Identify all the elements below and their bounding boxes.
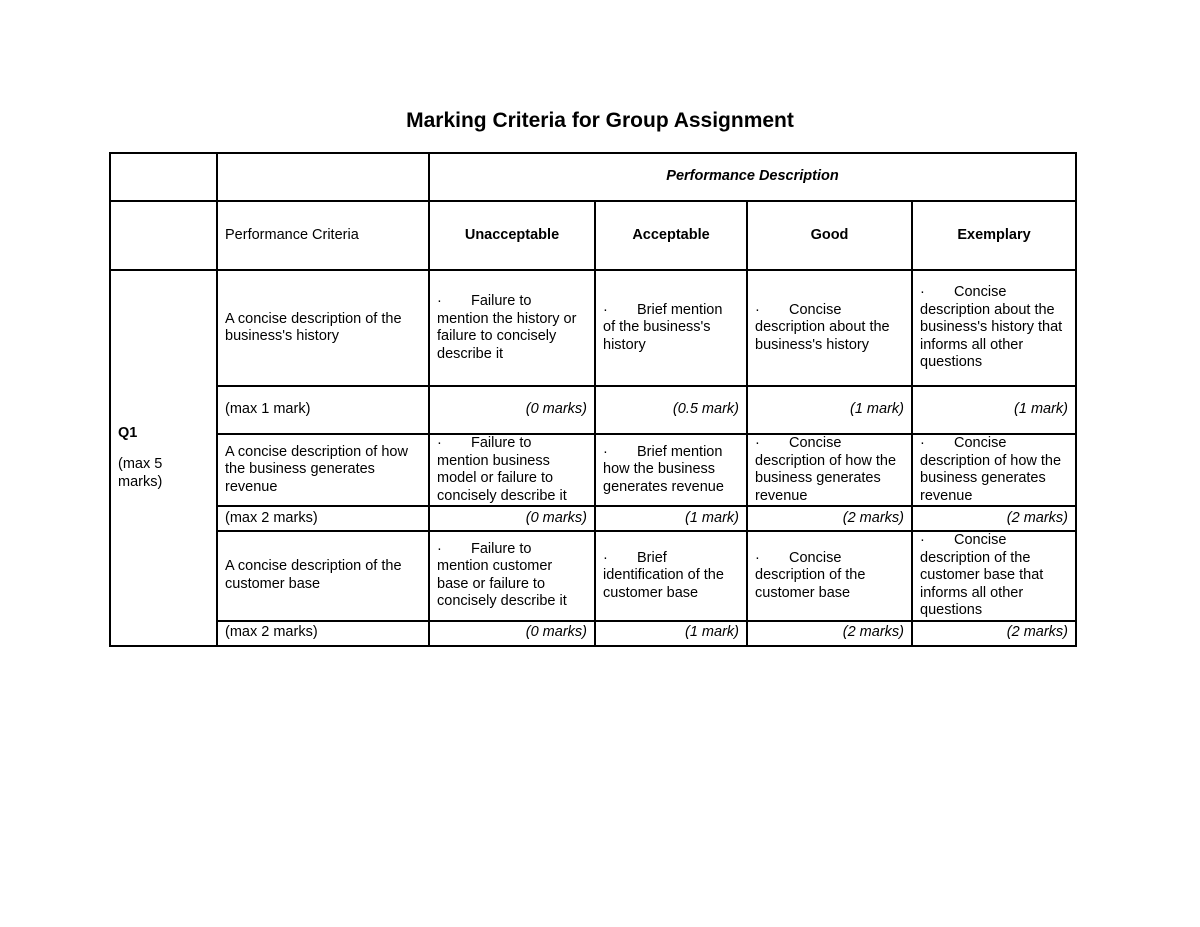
criterion-description: A concise description of how the business generates revenue [217,434,429,506]
level-description: · Concise description of how the business generates revenue [912,434,1076,506]
marks-row [110,506,1076,531]
bullet-icon: · [437,435,442,451]
marks-cell: (1 mark) [912,386,1076,434]
empty-header-cell [110,201,217,270]
marks-cell: (1 mark) [595,621,747,646]
performance-criteria-header: Performance Criteria [217,201,429,270]
criterion-max: (max 1 mark) [217,386,429,434]
marks-cell: (2 marks) [912,506,1076,531]
bullet-icon: · [603,443,608,460]
question-cell [110,270,217,646]
marks-cell: (0 marks) [429,506,595,531]
page-title: Marking Criteria for Group Assignment [406,109,794,132]
bullet-icon: · [755,301,760,318]
criterion-max: (max 2 marks) [217,506,429,531]
level-header-unacceptable: Unacceptable [429,201,595,270]
level-description: · Failure to mention business model or failure to concisely describe it [429,434,595,506]
criterion-row [110,531,1076,621]
marks-row [110,386,1076,434]
marks-cell: (1 mark) [747,386,912,434]
empty-header-cell [110,153,217,201]
criterion-max: (max 2 marks) [217,621,429,646]
empty-header-cell [217,153,429,201]
marks-cell: (1 mark) [595,506,747,531]
marks-cell: (0 marks) [429,386,595,434]
level-description: · Concise description of how the business generates revenue [747,434,912,506]
level-header-exemplary: Exemplary [912,201,1076,270]
bullet-icon: · [755,435,760,451]
marks-cell: (2 marks) [912,621,1076,646]
marks-cell: (2 marks) [747,621,912,646]
bullet-icon: · [755,549,760,566]
level-description: · Brief identification of the customer base [595,531,747,621]
performance-description-header: Performance Description [429,153,1076,201]
bullet-icon: · [603,549,608,566]
bullet-icon: · [437,540,442,557]
level-description: · Concise description about the business's history that informs all other questions [912,270,1076,386]
header-row-top [110,153,1076,201]
criterion-description: A concise description of the customer base [217,531,429,621]
marks-cell: (0 marks) [429,621,595,646]
level-header-good: Good [747,201,912,270]
header-row-levels [110,201,1076,270]
criterion-description: A concise description of the business's history [217,270,429,386]
marks-cell: (2 marks) [747,506,912,531]
level-description: · Failure to mention the history or failure to concisely describe it [429,270,595,386]
bullet-icon: · [920,284,925,301]
bullet-icon: · [920,532,925,548]
criterion-row [110,434,1076,506]
question-label: Q1 [118,424,138,441]
level-header-acceptable: Acceptable [595,201,747,270]
bullet-icon: · [603,301,608,318]
bullet-icon: · [437,293,442,309]
marks-row [110,621,1076,646]
level-description: · Concise description of the customer base that informs all other questions [912,531,1076,621]
level-description: · Concise description about the business's history [747,270,912,386]
question-max: (max 5 marks) [118,456,163,490]
level-description: · Brief mention how the business generates revenue [595,434,747,506]
level-description: · Brief mention of the business's history [595,270,747,386]
level-description: · Failure to mention customer base or failure to concisely describe it [429,531,595,621]
marks-cell: (0.5 mark) [595,386,747,434]
criterion-row [110,270,1076,386]
level-description: · Concise description of the customer base [747,531,912,621]
marking-criteria-table [109,152,1077,647]
bullet-icon: · [920,435,925,451]
